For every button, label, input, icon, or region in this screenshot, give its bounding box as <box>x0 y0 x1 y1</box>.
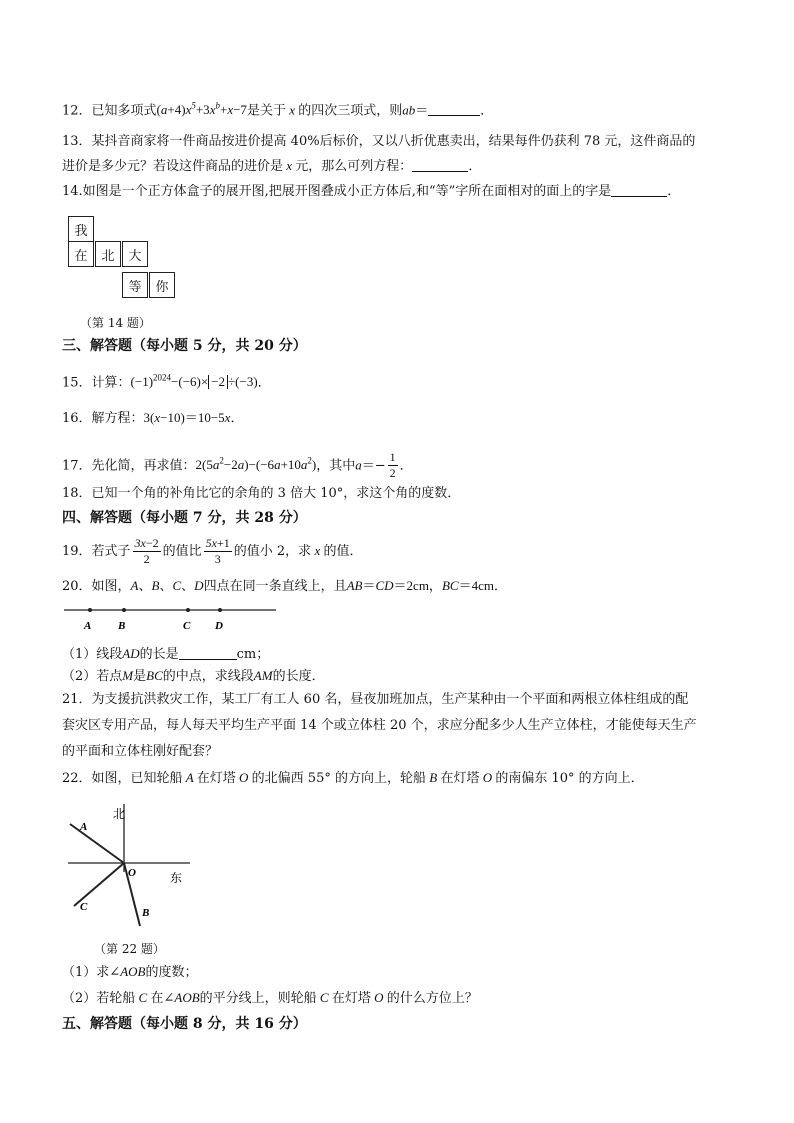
line-segment-figure <box>60 602 280 634</box>
answer-blank[interactable] <box>611 182 667 197</box>
east-label: 东 <box>170 871 183 885</box>
question-14: 14.如图是一个正方体盒子的展开图,把展开图叠成小正方体后,和“等”字所在面相对的面上的字是 ． <box>62 184 681 199</box>
section-heading: 四、解答题（每小题 7 分，共 28 分） <box>62 510 307 526</box>
figure-caption: （第 22 题） <box>94 942 165 956</box>
answer-blank[interactable] <box>412 157 468 172</box>
question-15: 15．计算：$(-1)^{2024}-(-6)\times -2 \div(-3)$． <box>62 373 271 391</box>
label-o: O <box>128 867 136 879</box>
label-a: A <box>80 821 88 833</box>
ray-oc <box>74 863 124 906</box>
cube-face: 北 <box>95 241 121 267</box>
ray-oa <box>70 824 124 863</box>
question-12: 12．已知多项式$(a+4)x^5+3x^b+x-7$是关于 x 的四次三项式，则ab＝ ． <box>62 101 494 119</box>
answer-blank[interactable] <box>179 645 237 660</box>
point-d <box>218 608 222 612</box>
question-21-line2: 套灾区专用产品，每人每天平均生产平面 14 个或立体柱 20 个，求应分配多少人生产立体柱，才能使每天生产 <box>62 718 697 733</box>
question-22: 22．如图，已知轮船 A 在灯塔 O 的北偏西 55° 的方向上，轮船 B 在灯塔 O 的南偏东 10° 的方向上． <box>62 770 644 786</box>
label-b: B <box>118 620 126 632</box>
q12-text: 12．已知多项式 <box>62 103 157 119</box>
question-18: 18．已知一个角的补角比它的余角的 3 倍大 10°，求这个角的度数． <box>62 486 461 501</box>
label-c: C <box>80 901 88 913</box>
question-22-part2: （2）若轮船 C 在∠AOB的平分线上，则轮船 C 在灯塔 O 的什么方位上？ <box>62 990 478 1006</box>
cube-face: 等 <box>122 272 148 298</box>
cube-face: 在 <box>68 241 94 267</box>
question-19: 19．若式子 $\frac{3x-2}{2}$ 的值比 $\frac{5x+1}{3}$ 的值小 2，求 x 的值． <box>62 536 363 566</box>
point-b <box>122 608 126 612</box>
label-b: B <box>142 907 150 919</box>
question-13-line2: 进价是多少元？若设这件商品的进价是 x 元，那么可列方程： ． <box>62 158 482 174</box>
section-heading: 三、解答题（每小题 5 分，共 20 分） <box>62 338 307 354</box>
label-a: A <box>84 620 92 632</box>
question-20: 20．如图，A、B、C、D四点在同一条直线上，且AB＝CD＝2cm，BC＝4cm． <box>62 578 507 594</box>
north-label: 北 <box>113 807 126 821</box>
label-d: D <box>215 620 223 632</box>
question-17: 17．先化简，再求值：$2(5a^2-2a)-(-6a+10a^2)$，其中a＝− $\frac{1}{2}$ ． <box>62 450 413 481</box>
question-13-line1: 13．某抖音商家将一件商品按进价提高 40%后标价，又以八折优惠卖出，结果每件仍获利 78 元，这件商品的 <box>62 134 696 149</box>
answer-blank[interactable] <box>428 101 480 116</box>
question-16: 16．解方程：3(x−10)＝10−5x． <box>62 410 244 426</box>
section-heading: 五、解答题（每小题 8 分，共 16 分） <box>62 1016 307 1032</box>
question-21-line3: 的平面和立体柱刚好配套？ <box>62 744 219 759</box>
cube-face: 我 <box>68 216 94 242</box>
point-a <box>88 608 92 612</box>
question-22-part1: （1）求∠AOB的度数； <box>62 964 198 980</box>
label-c: C <box>183 620 191 632</box>
question-20-part1: （1）线段AD的长是 cm； <box>62 646 270 662</box>
question-21-line1: 21．为支援抗洪救灾工作，某工厂有工人 60 名，昼夜加班加点，生产某种由一个平面和两根立体柱组成的配 <box>62 692 689 707</box>
question-20-part2: （2）若点M是BC的中点，求线段AM的长度． <box>62 668 325 684</box>
figure-caption: （第 14 题） <box>80 316 151 330</box>
point-c <box>186 608 190 612</box>
cube-face: 大 <box>122 241 148 267</box>
cube-face: 你 <box>149 272 175 298</box>
direction-figure <box>62 798 212 938</box>
